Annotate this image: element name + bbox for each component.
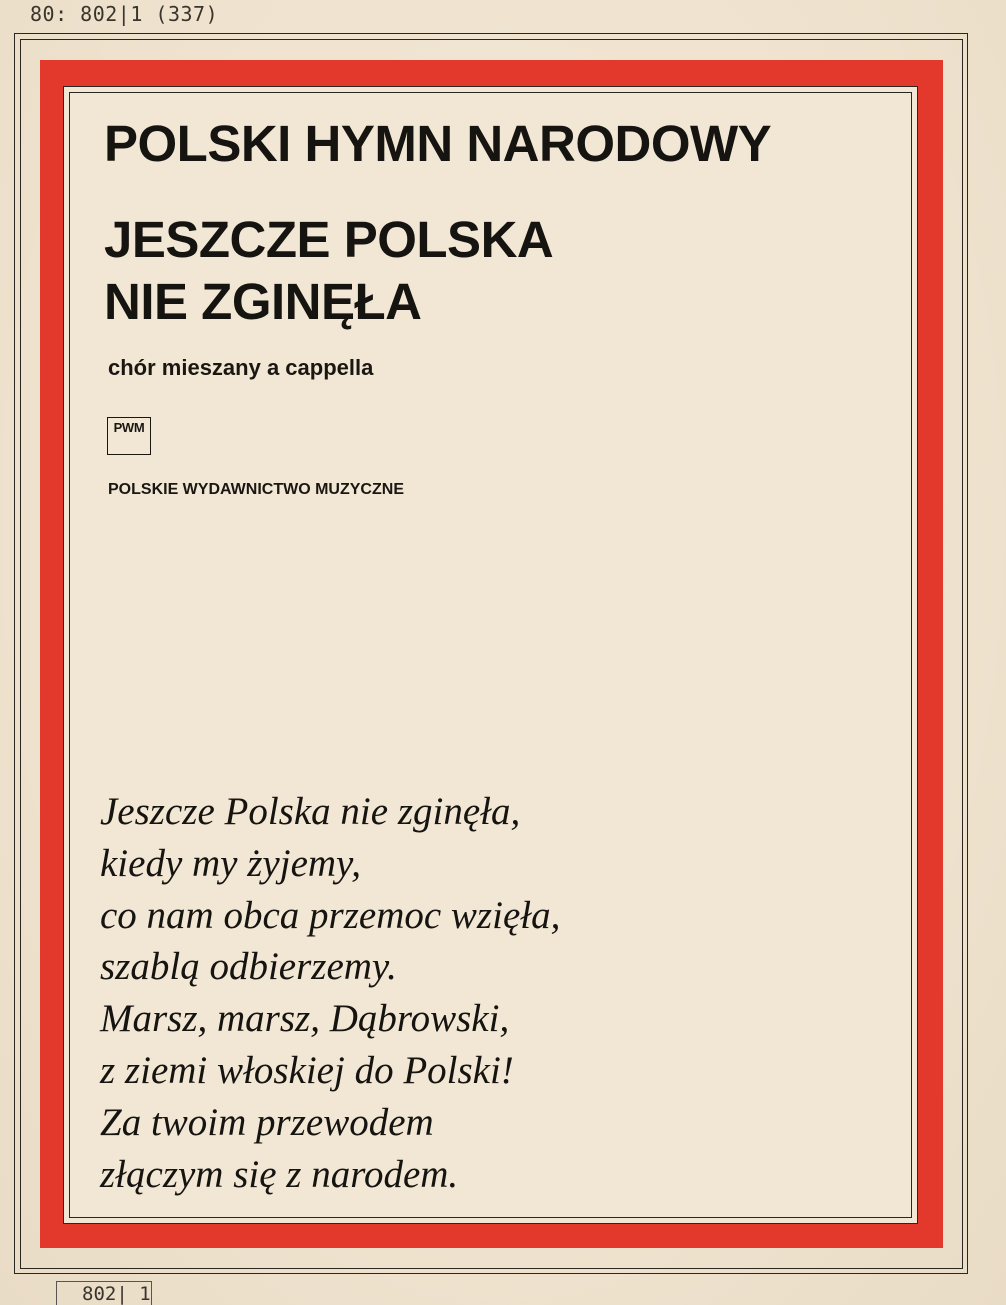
cover-subtitle <box>104 209 553 333</box>
anthem-lyrics <box>100 786 560 1200</box>
lyric-line: szablą odbierzemy. <box>100 945 397 989</box>
pwm-logo <box>107 417 151 455</box>
scoring-note: chór mieszany a cappella <box>108 355 374 380</box>
cover-title: POLSKI HYMN NARODOWY <box>104 115 772 172</box>
lyric-line: kiedy my żyjemy, <box>100 841 361 885</box>
lyric-line: Jeszcze Polska nie zginęła, <box>100 790 521 833</box>
catalog-mark-bottom: 802| 1 <box>82 1283 151 1305</box>
subtitle-line: JESZCZE POLSKA <box>104 211 554 268</box>
catalog-mark-top: 80: 802|1 (337) <box>30 2 219 26</box>
publisher-name: POLSKIE WYDAWNICTWO MUZYCZNE <box>108 481 404 498</box>
pwm-logo-text: PWM <box>113 420 145 435</box>
lyric-line: Marsz, marsz, Dąbrowski, <box>100 997 510 1041</box>
lyric-line: co nam obca przemoc wzięła, <box>100 893 561 937</box>
subtitle-line: NIE ZGINĘŁA <box>104 273 422 330</box>
lyric-line: złączym się z narodem. <box>100 1152 459 1196</box>
lyric-line: z ziemi włoskiej do Polski! <box>100 1048 514 1092</box>
lyric-line: Za twoim przewodem <box>100 1100 434 1144</box>
